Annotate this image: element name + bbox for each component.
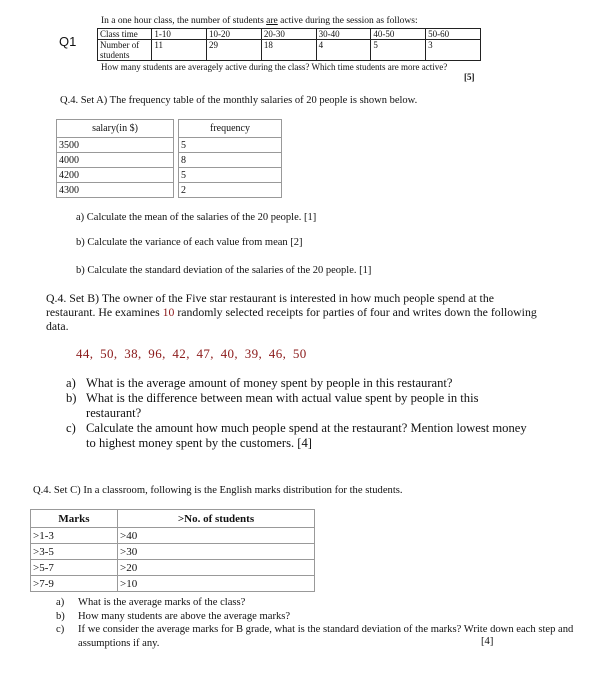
q1-question: How many students are averagely active during the class? Which time students are more active? bbox=[101, 62, 448, 72]
setB-question-a bbox=[66, 376, 536, 391]
setA-salary-cell: 4300 bbox=[57, 183, 174, 198]
q1-intro bbox=[101, 16, 418, 26]
table-row bbox=[57, 153, 282, 168]
setA-freq-cell: 2 bbox=[179, 183, 282, 198]
setB-question-text: What is the average amount of money spent by people in this restaurant? bbox=[86, 376, 453, 390]
setC-question-text: What is the average marks of the class? bbox=[78, 597, 246, 608]
setC-header-row bbox=[31, 510, 315, 528]
setA-salary-cell: 4200 bbox=[57, 168, 174, 183]
setC-marks-cell: >1-3 bbox=[31, 528, 118, 544]
setA-salary-cell: 4000 bbox=[57, 153, 174, 168]
setB-para-start: Q.4. Set B) The owner of the Five star restaurant is interested in how much people spend at the restaurant. He examines bbox=[46, 291, 494, 319]
table-row bbox=[57, 183, 282, 198]
setC-students-cell: >20 bbox=[118, 560, 315, 576]
setC-question-label: b) bbox=[56, 610, 65, 622]
setB-question-text: What is the difference between mean with actual value spent by people in this restaurant? bbox=[86, 391, 479, 420]
setB-para-number: 10 bbox=[162, 305, 175, 319]
q1-intro-underlined: are bbox=[266, 16, 278, 26]
setC-question-label: c) bbox=[56, 624, 65, 635]
setC-students-cell: >40 bbox=[118, 528, 315, 544]
q1-cell: 1-10 bbox=[152, 29, 207, 40]
setB-question-text: Calculate the amount how much people spend at the restaurant? Mention lowest money to highest money spent by the customers. [4] bbox=[86, 421, 527, 450]
setA-question-a: a) Calculate the mean of the salaries of the 20 people. [1] bbox=[76, 212, 317, 223]
q1-cell: 10-20 bbox=[207, 29, 262, 40]
q1-intro-start: In a one hour class, the number of students bbox=[101, 16, 267, 26]
q1-table-row bbox=[98, 29, 481, 40]
table-row bbox=[31, 576, 315, 592]
q1-cell: 11 bbox=[152, 40, 207, 61]
setB-questions bbox=[66, 376, 536, 451]
setC-marks-cell: >5-7 bbox=[31, 560, 118, 576]
q1-cell-line: Number of bbox=[100, 40, 140, 50]
table-row bbox=[57, 138, 282, 153]
setA-header-salary: salary(in $) bbox=[57, 120, 174, 138]
setC-students-cell: >10 bbox=[118, 576, 315, 592]
setB-para-end: randomly selected receipts for parties of four and writes down the following data. bbox=[46, 305, 537, 333]
q1-cell-line: students bbox=[100, 50, 130, 60]
q1-cell: 3 bbox=[426, 40, 481, 61]
q1-cell: Class time bbox=[98, 29, 152, 40]
q1-cell: 40-50 bbox=[371, 29, 426, 40]
q1-cell: 30-40 bbox=[316, 29, 371, 40]
table-row bbox=[31, 560, 315, 576]
setC-marks-cell: >7-9 bbox=[31, 576, 118, 592]
setA-questions bbox=[76, 212, 371, 290]
setB-question-b bbox=[66, 391, 536, 421]
setC-question-b bbox=[56, 610, 586, 624]
setA-heading: Q.4. Set A) The frequency table of the monthly salaries of 20 people is shown below. bbox=[60, 95, 418, 106]
setB-data: 44, 50, 38, 96, 42, 47, 40, 39, 46, 50 bbox=[76, 346, 307, 361]
q1-cell: 29 bbox=[207, 40, 262, 61]
setB-question-label: a) bbox=[66, 376, 76, 390]
setC-question-text: How many students are above the average marks? bbox=[78, 610, 291, 622]
q1-label: Q1 bbox=[59, 34, 77, 49]
q1-table bbox=[97, 28, 481, 61]
setC-heading: Q.4. Set C) In a classroom, following is the English marks distribution for the students. bbox=[33, 485, 403, 496]
q1-cell: 5 bbox=[371, 40, 426, 61]
q1-cell bbox=[98, 40, 152, 61]
setA-header-row bbox=[57, 120, 282, 138]
q1-cell: 50-60 bbox=[426, 29, 481, 40]
table-row bbox=[31, 528, 315, 544]
setA-header-frequency: frequency bbox=[179, 120, 282, 138]
setB-paragraph bbox=[46, 291, 546, 333]
setA-question-b: b) Calculate the variance of each value from mean [2] bbox=[76, 237, 303, 248]
table-row bbox=[57, 168, 282, 183]
setC-question-c bbox=[56, 623, 586, 650]
setC-header-students: >No. of students bbox=[118, 510, 315, 528]
q1-intro-end: active during the session as follows: bbox=[277, 16, 418, 26]
setC-marks: [4] bbox=[481, 636, 494, 647]
table-row bbox=[31, 544, 315, 560]
setB-question-label: c) bbox=[66, 421, 76, 435]
setC-question-a bbox=[56, 596, 586, 610]
setC-header-marks: Marks bbox=[31, 510, 118, 528]
setA-table bbox=[56, 119, 282, 198]
setC-table bbox=[30, 509, 315, 592]
setC-question-label: a) bbox=[56, 597, 65, 608]
q1-table-row bbox=[98, 40, 481, 61]
setB-question-label: b) bbox=[66, 391, 77, 405]
setA-salary-cell: 3500 bbox=[57, 138, 174, 153]
setC-marks-cell: >3-5 bbox=[31, 544, 118, 560]
setA-question-b2: b) Calculate the standard deviation of the salaries of the 20 people. [1] bbox=[76, 265, 372, 276]
setC-questions bbox=[56, 596, 586, 650]
setA-freq-cell: 8 bbox=[179, 153, 282, 168]
setA-freq-cell: 5 bbox=[179, 138, 282, 153]
setA-freq-cell: 5 bbox=[179, 168, 282, 183]
q1-marks: [5] bbox=[464, 72, 475, 82]
setB-question-c bbox=[66, 421, 536, 451]
q1-cell: 4 bbox=[316, 40, 371, 61]
q1-cell: 18 bbox=[261, 40, 316, 61]
setC-question-text: If we consider the average marks for B grade, what is the standard deviation of the marks? Write down each step and assumptions if any. bbox=[78, 624, 574, 649]
q1-cell: 20-30 bbox=[261, 29, 316, 40]
setC-students-cell: >30 bbox=[118, 544, 315, 560]
